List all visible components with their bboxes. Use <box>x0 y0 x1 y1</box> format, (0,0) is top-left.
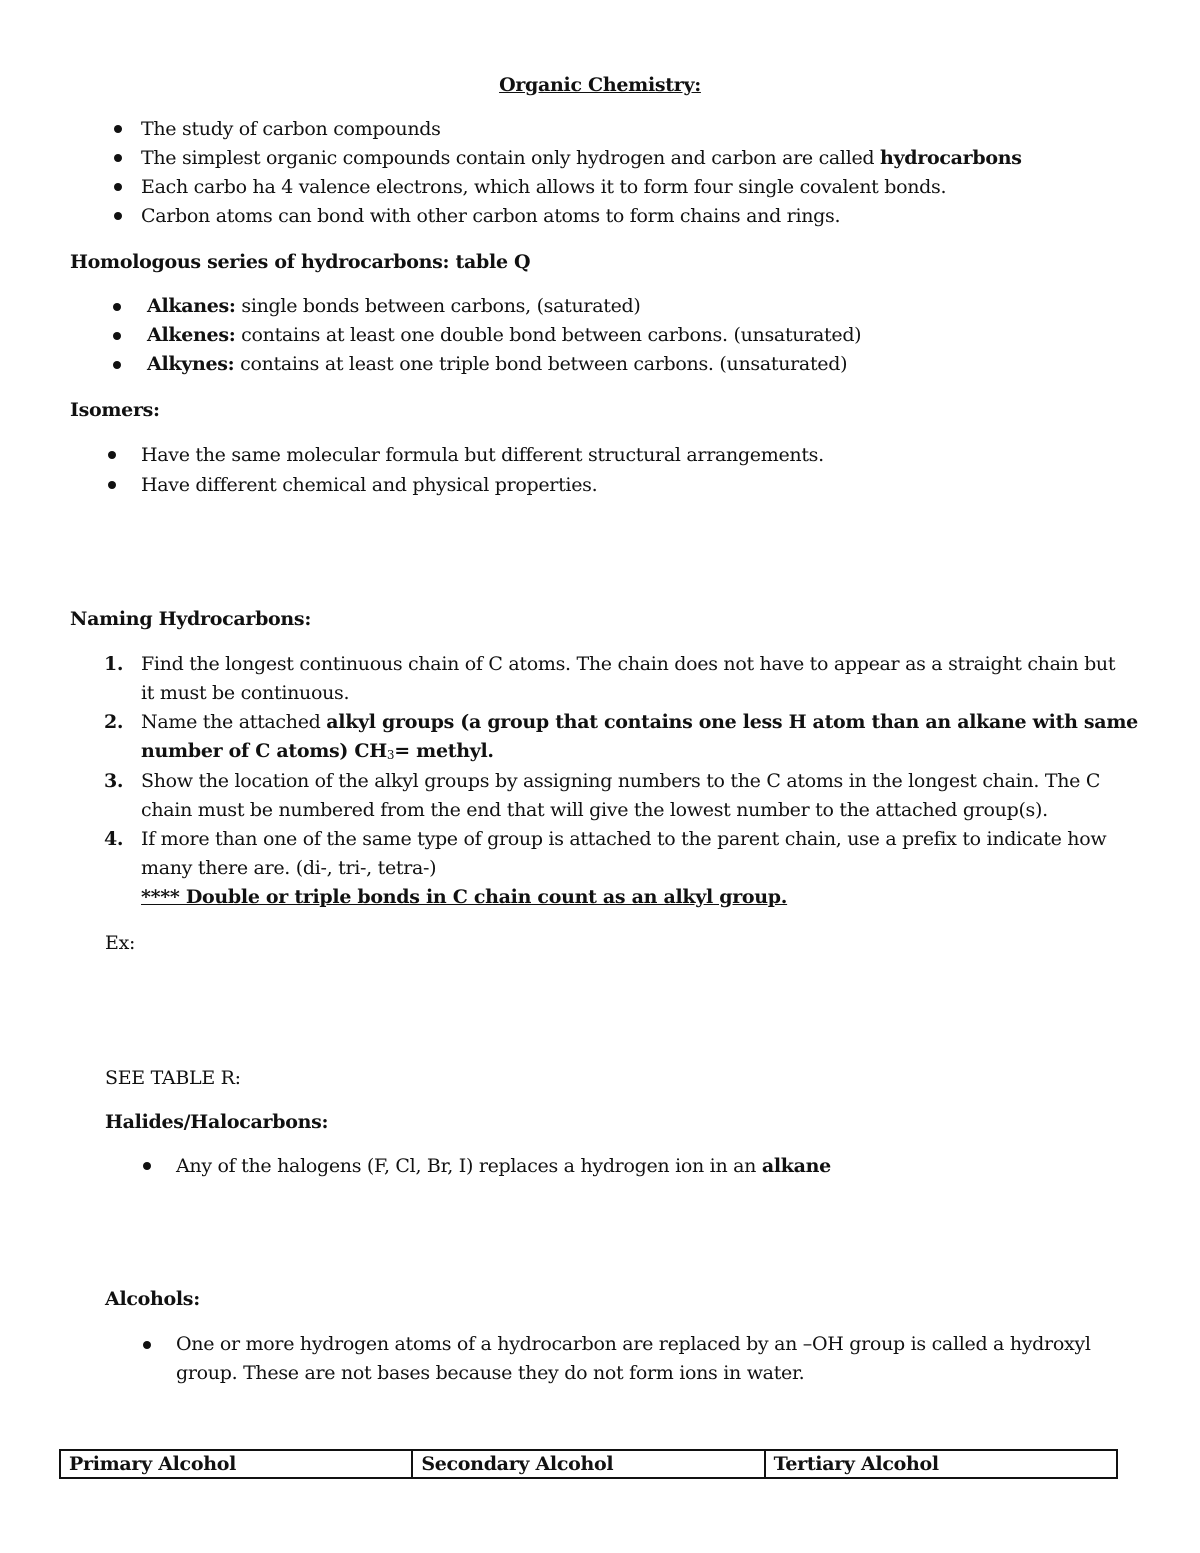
important-note: **** Double or triple bonds in C chain count as an alkyl group. <box>141 886 788 908</box>
bullet-icon <box>114 154 122 162</box>
list-item: Have different chemical and physical properties. <box>141 474 598 496</box>
step-text: Find the longest continuous chain of C atoms. The chain does not have to appear as a straight chain but <box>141 653 1116 675</box>
section-heading-halides: Halides/Halocarbons: <box>105 1111 329 1133</box>
step-text: it must be continuous. <box>141 682 350 704</box>
list-item <box>147 292 641 321</box>
step-number: 1. <box>104 653 124 675</box>
bullet-icon <box>143 1341 151 1349</box>
bullet-icon <box>143 1162 151 1170</box>
list-item <box>147 321 861 350</box>
step-number: 3. <box>104 770 124 792</box>
keyword-alkane: alkane <box>761 1155 831 1177</box>
term-desc: single bonds between carbons, (saturated) <box>235 295 641 317</box>
table-header-cell: Tertiary Alcohol <box>765 1450 1117 1478</box>
step-text: chain must be numbered from the end that will give the lowest number to the attached group(s). <box>141 799 1048 821</box>
term-desc: contains at least one triple bond between carbons. (unsaturated) <box>234 353 848 375</box>
step-text: number of C atoms) $CH_3=$ methyl. <box>141 740 494 762</box>
step-text: Name the attached alkyl groups (a group that contains one less H atom than an alkane with same <box>141 711 1138 733</box>
bullet-icon <box>113 303 121 311</box>
step-text: Show the location of the alkyl groups by assigning numbers to the C atoms in the longest chain. The C <box>141 770 1101 792</box>
section-heading-alcohols: Alcohols: <box>105 1288 200 1310</box>
term-alkenes: Alkenes: <box>147 324 236 346</box>
list-item: Each carbo ha 4 valence electrons, which allows it to form four single covalent bonds. <box>141 176 947 198</box>
bullet-icon <box>108 481 116 489</box>
table-header-cell: Primary Alcohol <box>60 1450 412 1478</box>
step-number: 2. <box>104 711 124 733</box>
list-item: One or more hydrogen atoms of a hydrocarbon are replaced by an –OH group is called a hydroxyl <box>176 1333 1091 1355</box>
term-desc: contains at least one double bond between carbons. (unsaturated) <box>235 324 862 346</box>
bullet-icon <box>108 451 116 459</box>
step-number: 4. <box>104 828 124 850</box>
list-item: Any of the halogens (F, Cl, Br, I) replaces a hydrogen ion in an alkane <box>176 1155 831 1177</box>
bullet-icon <box>114 125 122 133</box>
section-heading-naming: Naming Hydrocarbons: <box>70 608 312 630</box>
keyword-hydrocarbons: hydrocarbons <box>880 147 1022 169</box>
list-item <box>141 144 1022 173</box>
bullet-icon <box>114 183 122 191</box>
list-item <box>147 350 847 379</box>
step-text: many there are. (di-, tri-, tetra-) <box>141 857 437 879</box>
term-alkynes: Alkynes: <box>147 353 235 375</box>
list-item-text: The simplest organic compounds contain only hydrogen and carbon are called <box>141 147 881 169</box>
list-item: The study of carbon compounds <box>141 118 441 140</box>
term-alkanes: Alkanes: <box>147 295 236 317</box>
table-header-cell: Secondary Alcohol <box>412 1450 764 1478</box>
step-text: If more than one of the same type of group is attached to the parent chain, use a prefix to indicate how <box>141 828 1107 850</box>
table-header-row <box>60 1450 1117 1478</box>
list-item: Carbon atoms can bond with other carbon atoms to form chains and rings. <box>141 205 841 227</box>
section-heading-homologous: Homologous series of hydrocarbons: table Q <box>70 251 531 273</box>
alcohol-types-table <box>59 1449 1118 1479</box>
see-table-note: SEE TABLE R: <box>105 1067 241 1089</box>
example-label: Ex: <box>105 932 136 954</box>
bullet-icon <box>114 212 122 220</box>
section-heading-isomers: Isomers: <box>70 399 160 421</box>
page-title: Organic Chemistry: <box>499 74 701 96</box>
bullet-icon <box>113 361 121 369</box>
bullet-icon <box>113 332 121 340</box>
list-item: Have the same molecular formula but different structural arrangements. <box>141 444 824 466</box>
list-item-continuation: group. These are not bases because they do not form ions in water. <box>176 1362 805 1384</box>
